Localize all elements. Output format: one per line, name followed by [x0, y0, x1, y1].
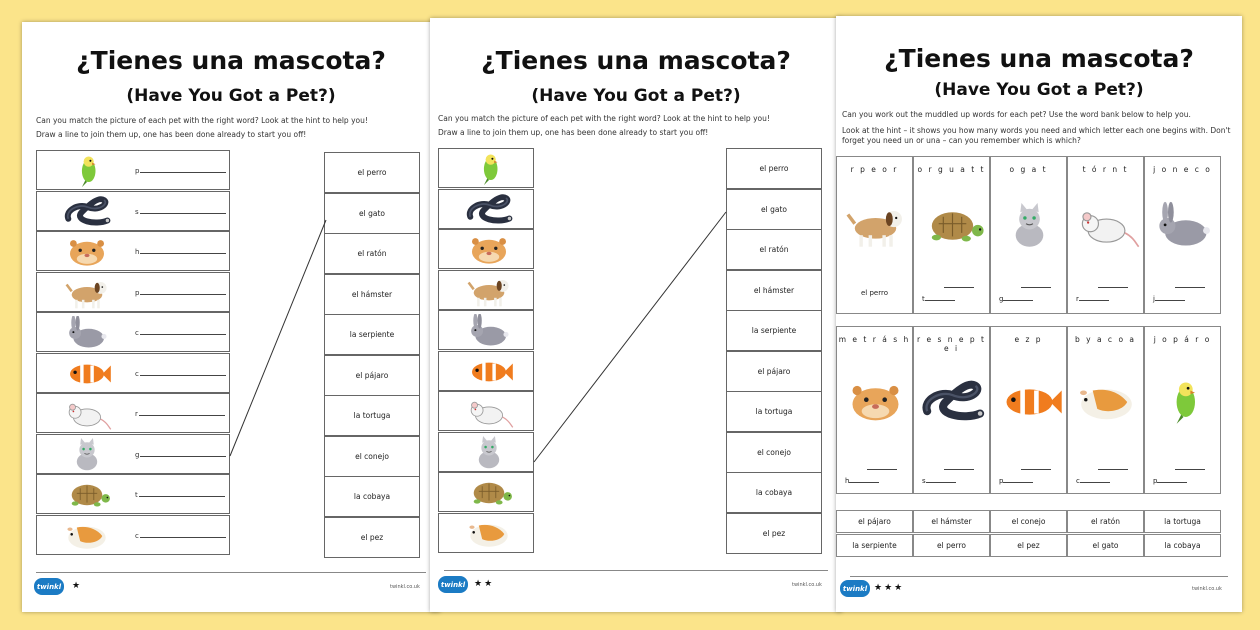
cat-icon [59, 438, 115, 472]
answer-blank[interactable] [1076, 477, 1110, 485]
parakeet-icon [59, 154, 115, 188]
answer-blank[interactable] [135, 208, 226, 216]
answer-blank[interactable] [135, 532, 226, 540]
cat-icon [995, 187, 1064, 265]
writing-line[interactable] [925, 300, 955, 301]
answer-blank[interactable] [135, 167, 226, 175]
instruction-line: Draw a line to join them up, one has been done already to start you off! [438, 128, 709, 137]
pet-picture-cell [438, 391, 534, 431]
word-box: la tortuga [726, 391, 822, 432]
writing-line[interactable] [849, 482, 879, 483]
guinea-pig-icon [1072, 363, 1141, 441]
pet-picture-cell [438, 270, 534, 310]
hamster-icon [59, 235, 115, 269]
hint-letter: r [1076, 295, 1079, 303]
snake-icon [59, 195, 115, 229]
worksheet-title: ¿Tienes una mascota? [884, 44, 1194, 73]
footer-divider [36, 572, 426, 573]
difficulty-stars: ★ [72, 581, 83, 591]
hint-letter: s [135, 207, 139, 216]
pet-picture-cell [36, 191, 230, 231]
hamster-icon [841, 363, 910, 441]
writing-line[interactable] [140, 213, 226, 214]
writing-line[interactable] [1003, 482, 1033, 483]
rabbit-icon [1149, 187, 1218, 265]
answer-blank[interactable] [1153, 295, 1185, 303]
footer-divider [444, 570, 828, 571]
word-bank-item: el perro [913, 534, 990, 557]
pet-picture-cell [36, 353, 230, 393]
worksheet-1 [22, 22, 440, 612]
rat-icon [1072, 187, 1141, 265]
writing-line[interactable] [1021, 287, 1051, 288]
answer-blank[interactable] [1076, 295, 1109, 303]
scrambled-word: e z p [1014, 335, 1043, 344]
tortoise-icon [461, 476, 517, 510]
footer-url: twinkl.co.uk [390, 584, 420, 590]
hamster-icon [461, 233, 517, 267]
guinea-pig-icon [461, 517, 517, 551]
word-box: la cobaya [726, 472, 822, 513]
fish-icon [995, 363, 1064, 441]
answer-blank[interactable] [135, 491, 225, 499]
scrambled-word: o g a t [1009, 165, 1048, 174]
word-box: el perro [324, 152, 420, 193]
rat-icon [59, 397, 115, 431]
pet-picture-cell [438, 513, 534, 553]
tortoise-icon [59, 478, 115, 512]
word-box: el ratón [726, 229, 822, 270]
guinea-pig-icon [59, 519, 115, 553]
scrambled-word: r p e o r [850, 165, 899, 174]
pet-picture-cell [438, 472, 534, 512]
word-box: el gato [324, 193, 420, 234]
hint-letter: p [999, 477, 1004, 485]
worksheet-subtitle: (Have You Got a Pet?) [531, 86, 741, 106]
instruction-line: forget you need un or una – can you remember which is which? [842, 136, 1081, 145]
instruction-line: Look at the hint – it shows you how many words you need and which letter each one begins with. Don't [842, 126, 1231, 135]
parakeet-icon [461, 152, 517, 186]
cat-icon [461, 436, 517, 470]
pet-picture-cell [36, 231, 230, 271]
scrambled-word: o r g u a t t [917, 165, 986, 174]
puzzle-cell [990, 156, 1067, 314]
scrambled-word: t ó r n t [1082, 165, 1129, 174]
writing-line[interactable] [1080, 482, 1110, 483]
difficulty-stars: ★★★ [874, 583, 905, 593]
pet-picture-cell [36, 474, 230, 514]
hint-letter: h [845, 477, 850, 485]
rat-icon [461, 395, 517, 429]
pet-picture-cell [438, 351, 534, 391]
word-bank-item: el gato [1067, 534, 1144, 557]
writing-line[interactable] [1021, 469, 1051, 470]
word-bank-item: el pájaro [836, 510, 913, 533]
writing-line[interactable] [139, 415, 225, 416]
word-bank-item: la serpiente [836, 534, 913, 557]
snake-icon [918, 363, 987, 441]
answer-blank[interactable] [1153, 477, 1187, 485]
footer-divider [850, 576, 1228, 577]
word-box: el hámster [726, 270, 822, 311]
answer-blank[interactable] [999, 477, 1033, 485]
word-box: el pez [324, 517, 420, 558]
instruction-line: Can you match the picture of each pet with the right word? Look at the hint to help you! [438, 114, 770, 123]
hint-letter: c [135, 369, 139, 378]
puzzle-cell [913, 326, 990, 494]
word-bank-item: el conejo [990, 510, 1067, 533]
answer-blank[interactable] [135, 410, 225, 418]
word-bank-item: la cobaya [1144, 534, 1221, 557]
writing-line[interactable] [1175, 287, 1205, 288]
hint-letter: t [922, 295, 925, 303]
answer-blank[interactable] [135, 329, 226, 337]
example-answer: el perro [861, 289, 888, 297]
word-bank-item: el ratón [1067, 510, 1144, 533]
answer-blank[interactable] [922, 477, 956, 485]
writing-line[interactable] [140, 294, 226, 295]
writing-line[interactable] [1079, 300, 1109, 301]
hint-letter: p [135, 167, 140, 175]
tortoise-icon [918, 187, 987, 265]
dog-icon [59, 276, 115, 310]
word-box: el pájaro [726, 351, 822, 392]
hint-letter: c [135, 329, 139, 337]
writing-line[interactable] [140, 375, 226, 376]
rabbit-icon [461, 314, 517, 348]
hint-letter: p [135, 288, 140, 297]
twinkl-logo: twinkl [34, 578, 64, 595]
dog-icon [461, 274, 517, 308]
hint-letter: t [135, 491, 138, 499]
footer-url: twinkl.co.uk [792, 582, 822, 588]
difficulty-stars: ★★ [474, 579, 495, 589]
pet-picture-cell [36, 515, 230, 555]
answer-blank[interactable] [135, 289, 226, 297]
puzzle-cell [1067, 156, 1144, 314]
writing-line[interactable] [867, 469, 897, 470]
word-box: la cobaya [324, 476, 420, 517]
worksheet-subtitle: (Have You Got a Pet?) [934, 80, 1144, 100]
twinkl-logo: twinkl [840, 580, 870, 597]
scrambled-word: m e t r á s h [838, 335, 911, 344]
instruction-line: Can you work out the muddled up words for each pet? Use the word bank below to help you. [842, 110, 1191, 119]
puzzle-cell [1144, 326, 1221, 494]
writing-line[interactable] [1155, 300, 1185, 301]
puzzle-cell [836, 156, 913, 314]
writing-line[interactable] [1157, 482, 1187, 483]
hint-letter: c [1076, 477, 1080, 485]
answer-blank[interactable] [999, 295, 1033, 303]
hint-letter: g [999, 295, 1004, 303]
writing-line[interactable] [140, 537, 226, 538]
word-bank-item: el pez [990, 534, 1067, 557]
hint-letter: s [922, 477, 926, 485]
pet-picture-cell [438, 432, 534, 472]
word-box: el pájaro [324, 355, 420, 396]
hint-letter: g [135, 450, 140, 459]
scrambled-word: b y a c o a [1074, 335, 1137, 344]
word-box: el perro [726, 148, 822, 189]
pet-picture-cell [438, 148, 534, 188]
answer-blank[interactable] [135, 451, 226, 459]
hint-letter: j [1153, 295, 1155, 303]
word-box: el gato [726, 189, 822, 230]
pet-picture-cell [438, 189, 534, 229]
word-box: la serpiente [726, 310, 822, 351]
pet-picture-cell [36, 434, 230, 474]
writing-line[interactable] [139, 496, 225, 497]
pet-picture-cell [36, 272, 230, 312]
hint-letter: r [135, 410, 138, 418]
worksheet-3 [836, 16, 1242, 612]
word-bank-item: el hámster [913, 510, 990, 533]
scrambled-word: j o n e c o [1153, 165, 1212, 174]
word-box: el conejo [726, 432, 822, 473]
writing-line[interactable] [140, 253, 226, 254]
word-box: el hámster [324, 274, 420, 315]
hint-letter: p [1153, 477, 1158, 485]
answer-blank[interactable] [135, 248, 226, 256]
word-bank-item: la tortuga [1144, 510, 1221, 533]
pet-picture-cell [36, 150, 230, 190]
writing-line[interactable] [1003, 300, 1033, 301]
pet-picture-cell [36, 312, 230, 352]
word-box: el pez [726, 513, 822, 554]
word-box: el ratón [324, 233, 420, 274]
puzzle-cell [836, 326, 913, 494]
answer-blank[interactable] [845, 477, 879, 485]
writing-line[interactable] [944, 287, 974, 288]
pet-picture-cell [438, 310, 534, 350]
puzzle-cell [1144, 156, 1221, 314]
fish-icon [461, 355, 517, 389]
writing-line[interactable] [944, 469, 974, 470]
writing-line[interactable] [1175, 469, 1205, 470]
writing-line[interactable] [140, 456, 226, 457]
instruction-line: Draw a line to join them up, one has been done already to start you off! [36, 130, 307, 139]
parakeet-icon [1149, 363, 1218, 441]
worksheet-subtitle: (Have You Got a Pet?) [126, 86, 336, 106]
dog-icon [841, 187, 910, 265]
worksheet-title: ¿Tienes una mascota? [76, 46, 386, 75]
puzzle-cell [990, 326, 1067, 494]
writing-line[interactable] [926, 482, 956, 483]
answer-blank[interactable] [922, 295, 955, 303]
hint-letter: h [135, 248, 140, 256]
worksheet-title: ¿Tienes una mascota? [481, 46, 791, 75]
hint-letter: c [135, 531, 139, 540]
pet-picture-cell [438, 229, 534, 269]
snake-icon [461, 193, 517, 227]
puzzle-cell [1067, 326, 1144, 494]
writing-line[interactable] [140, 334, 226, 335]
twinkl-logo: twinkl [438, 576, 468, 593]
word-box: la tortuga [324, 395, 420, 436]
scrambled-word: j o p á r o [1153, 335, 1212, 344]
footer-url: twinkl.co.uk [1192, 586, 1222, 592]
writing-line[interactable] [140, 172, 226, 173]
word-box: la serpiente [324, 314, 420, 355]
writing-line[interactable] [1098, 469, 1128, 470]
fish-icon [59, 357, 115, 391]
answer-blank[interactable] [135, 370, 226, 378]
puzzle-cell [913, 156, 990, 314]
instruction-line: Can you match the picture of each pet with the right word? Look at the hint to help you! [36, 116, 368, 125]
writing-line[interactable] [1098, 287, 1128, 288]
scrambled-word: r e s n e p t e i [917, 335, 986, 353]
pet-picture-cell [36, 393, 230, 433]
word-box: el conejo [324, 436, 420, 477]
rabbit-icon [59, 316, 115, 350]
worksheet-2 [430, 18, 842, 612]
